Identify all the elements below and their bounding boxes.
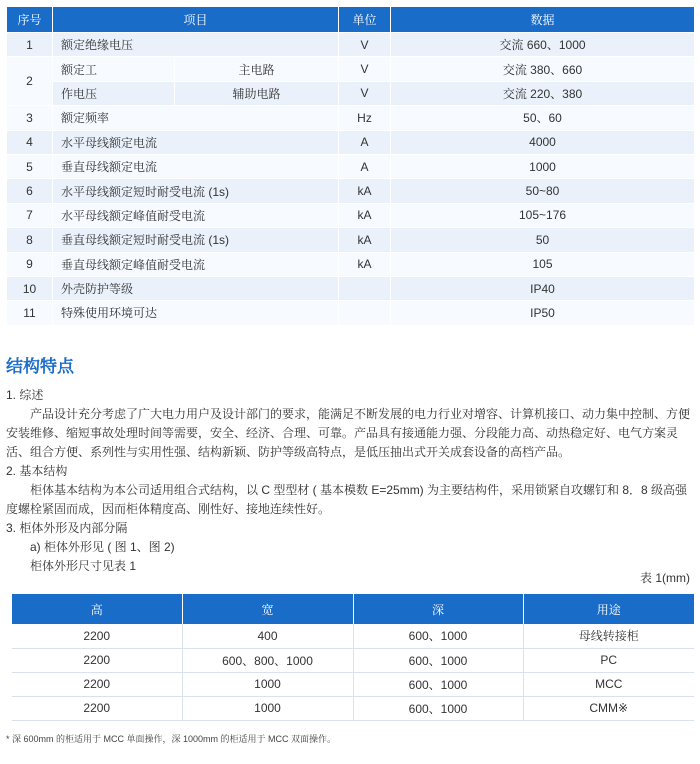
table-row: [12, 648, 694, 672]
row-item: 垂直母线额定短时耐受电流 (1s): [53, 228, 339, 252]
cell-depth: 600、1000: [353, 696, 523, 720]
row-item: 垂直母线额定电流: [53, 154, 339, 178]
row-value: 1000: [391, 154, 695, 178]
row-no: 11: [7, 301, 53, 325]
cell-width: 400: [182, 624, 353, 648]
row-item: 水平母线额定短时耐受电流 (1s): [53, 179, 339, 203]
row-sub-item: 主电路: [175, 57, 339, 81]
table-caption: 表 1(mm): [640, 571, 690, 585]
header-usage: 用途: [523, 594, 694, 624]
row-item: 额定绝缘电压: [53, 33, 339, 57]
row-unit: kA: [339, 203, 391, 227]
table-row: [12, 672, 694, 696]
table-row: [7, 228, 695, 252]
row-value: IP50: [391, 301, 695, 325]
table-row: [7, 252, 695, 276]
row-value: 50、60: [391, 106, 695, 130]
row-item: 特殊使用环境可达: [53, 301, 339, 325]
cell-height: 2200: [12, 624, 182, 648]
table-row: [7, 276, 695, 300]
table-row: [7, 301, 695, 325]
cell-usage: PC: [523, 648, 694, 672]
table-row: [12, 624, 694, 648]
header-item: 项目: [53, 7, 339, 33]
row-no: 7: [7, 203, 53, 227]
cell-usage: 母线转接柜: [523, 624, 694, 648]
cell-height: 2200: [12, 672, 182, 696]
row-no: 9: [7, 252, 53, 276]
row-item: 作电压: [53, 81, 175, 105]
row-unit: A: [339, 154, 391, 178]
dimension-table-header: [12, 594, 694, 624]
header-unit: 单位: [339, 7, 391, 33]
subitem-dimension-ref: 柜体外形尺寸见表 1: [30, 559, 137, 573]
row-item: 外壳防护等级: [53, 276, 339, 300]
header-width: 宽: [182, 594, 353, 624]
row-value: 交流 220、380: [391, 81, 695, 105]
table-row: [7, 154, 695, 178]
row-unit: V: [339, 81, 391, 105]
heading-basic-structure: 2. 基本结构: [6, 464, 68, 478]
row-item: 水平母线额定峰值耐受电流: [53, 203, 339, 227]
cell-depth: 600、1000: [353, 624, 523, 648]
table-row: [7, 130, 695, 154]
row-unit: Hz: [339, 106, 391, 130]
row-item: 额定频率: [53, 106, 339, 130]
cell-usage: CMM※: [523, 696, 694, 720]
row-unit: kA: [339, 228, 391, 252]
row-item: 水平母线额定电流: [53, 130, 339, 154]
cell-depth: 600、1000: [353, 648, 523, 672]
row-unit: [339, 301, 391, 325]
dimension-table: [12, 594, 694, 721]
table-row: [7, 106, 695, 130]
row-no: 3: [7, 106, 53, 130]
row-no: 4: [7, 130, 53, 154]
table-row: [7, 203, 695, 227]
row-unit: kA: [339, 252, 391, 276]
row-value: IP40: [391, 276, 695, 300]
header-value: 数据: [391, 7, 695, 33]
row-unit: kA: [339, 179, 391, 203]
heading-overview: 1. 综述: [6, 388, 44, 402]
section-body: [6, 386, 694, 576]
header-height: 高: [12, 594, 182, 624]
cell-height: 2200: [12, 696, 182, 720]
row-no: 8: [7, 228, 53, 252]
row-no: 5: [7, 154, 53, 178]
heading-cabinet-shape: 3. 柜体外形及内部分隔: [6, 521, 128, 535]
paragraph-overview: 产品设计充分考虑了广大电力用户及设计部门的要求，能满足不断发展的电力行业对增容、计算机接口、动力集中控制、方便安装维修、缩短事故处理时间等需要，安全、经济、合理、可靠。产品具有接通能力强、分段能力高、动热稳定好、电气方案灵活、组合方便、系列性与实用性强、结构新颖、防护等级高特点，是低压抽出式开关成套设备的高档产品。: [6, 407, 691, 459]
table-row: [12, 696, 694, 720]
header-depth: 深: [353, 594, 523, 624]
row-item: 额定工: [53, 57, 175, 81]
row-value: 交流 660、1000: [391, 33, 695, 57]
row-no: 10: [7, 276, 53, 300]
table-row: [7, 57, 695, 81]
row-no: 1: [7, 33, 53, 57]
row-no: 6: [7, 179, 53, 203]
row-value: 105~176: [391, 203, 695, 227]
row-value: 4000: [391, 130, 695, 154]
cell-depth: 600、1000: [353, 672, 523, 696]
row-value: 50~80: [391, 179, 695, 203]
cell-width: 1000: [182, 696, 353, 720]
row-unit: [339, 276, 391, 300]
section-title: 结构特点: [6, 357, 74, 376]
paragraph-basic-structure: 柜体基本结构为本公司适用组合式结构，以 C 型型材 ( 基本模数 E=25mm) 为主要结构件，采用锁紧自攻螺钉和 8．8 级高强度螺栓紧固而成，因而柜体精度高、刚性好、接地连续性好。: [6, 483, 688, 516]
row-unit: V: [339, 33, 391, 57]
row-item: 垂直母线额定峰值耐受电流: [53, 252, 339, 276]
cell-width: 1000: [182, 672, 353, 696]
cell-height: 2200: [12, 648, 182, 672]
subitem-cabinet-shape: a) 柜体外形见 ( 图 1、图 2): [30, 540, 175, 554]
cell-width: 600、800、1000: [182, 648, 353, 672]
row-value: 交流 380、660: [391, 57, 695, 81]
table-row: [7, 33, 695, 57]
row-no: 2: [7, 57, 53, 106]
row-unit: V: [339, 57, 391, 81]
cell-usage: MCC: [523, 672, 694, 696]
table-row: [7, 179, 695, 203]
row-value: 105: [391, 252, 695, 276]
header-no: 序号: [7, 7, 53, 33]
spec-table-header: [7, 7, 695, 33]
footnote: * 深 600mm 的柜适用于 MCC 单面操作，深 1000mm 的柜适用于 MCC 双面操作。: [6, 734, 337, 744]
table-row: [7, 81, 695, 105]
row-unit: A: [339, 130, 391, 154]
row-sub-item: 辅助电路: [175, 81, 339, 105]
row-value: 50: [391, 228, 695, 252]
spec-table: [6, 6, 695, 326]
